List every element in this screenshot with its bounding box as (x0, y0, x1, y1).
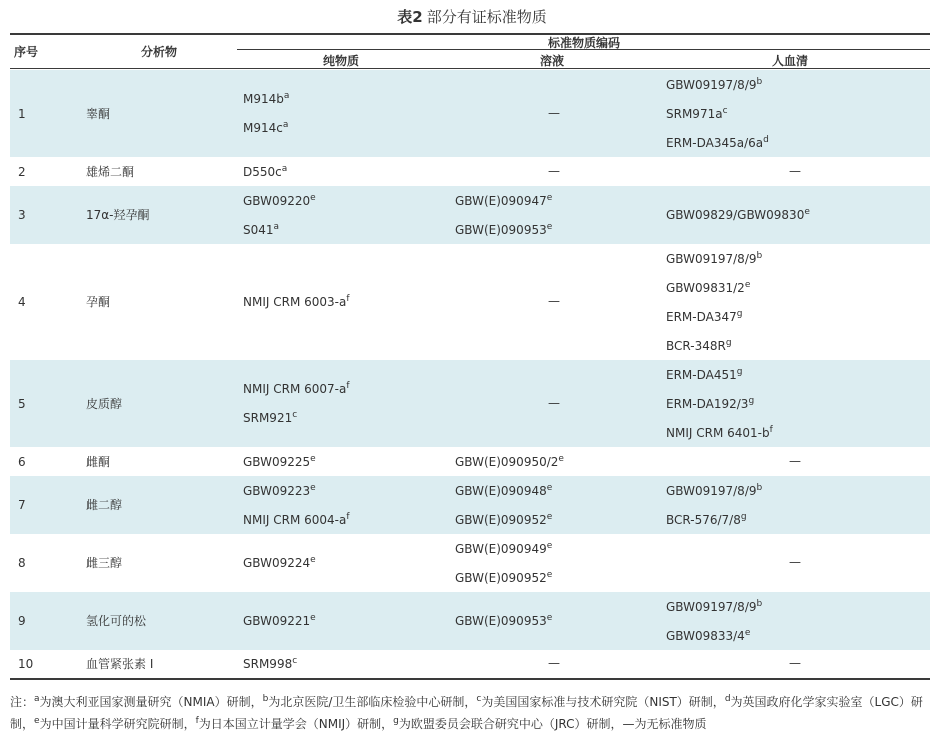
material-code (666, 107, 728, 121)
footnote-text: 为日本国立计量学会（NMIJ）研制， (198, 717, 394, 731)
material-code (243, 411, 297, 425)
code-text: GBW(E)090953 (455, 222, 547, 237)
footnote-text: 为欧盟委员会联合研究中心（JRC）研制，—为无标准物质 (398, 717, 707, 731)
code-text: GBW09221 (243, 614, 311, 628)
material-code (243, 223, 279, 237)
material-code (666, 78, 762, 92)
footnote: 注：$^a$为澳大利亚国家测量研究（NMIA）研制，$^b$为北京医院/卫生部临床检验中心研制，$^c$为美国国家标准与技术研究院（NIST）研制，$^d$为英国政府化学家实验室（LGC）研制，$^e$为中国计量科学研究院研制，$^f$为日本国立计量学会（NMIJ）研制，$^g$为欧盟委员会联合研究中心（JRC）研制，—为无标准物质 (10, 694, 923, 731)
material-code (666, 513, 747, 527)
empty-dash: — (548, 395, 560, 410)
footnote-mark: f (769, 424, 773, 435)
empty-dash: — (548, 105, 560, 120)
footnote-mark: a (283, 91, 290, 101)
code-text: GBW(E)090947 (455, 193, 547, 208)
empty-dash: — (548, 656, 560, 670)
code-text: ERM-DA347 (666, 309, 737, 324)
code-text: SRM921 (243, 411, 293, 425)
material-code (666, 397, 754, 411)
footnote-mark: e (310, 555, 316, 565)
code-text: GBW09197/8/9 (666, 599, 757, 614)
material-code (455, 455, 564, 469)
footnote-mark: c (476, 694, 482, 704)
code-text: GBW09224 (243, 556, 311, 570)
material-code (243, 382, 350, 396)
code-text: GBW(E)090952 (455, 570, 547, 585)
row-number: 9 (18, 614, 26, 628)
analyte-name: 雌酮 (86, 454, 111, 469)
footnote-mark: e (546, 511, 553, 522)
row-number: 1 (18, 106, 26, 121)
table-row-band (10, 360, 930, 447)
material-code (666, 281, 750, 295)
header-serum: 人血清 (772, 54, 809, 68)
footnote-mark: g (736, 366, 743, 377)
footnote-mark: g (740, 511, 747, 522)
material-code (243, 513, 350, 527)
material-code (666, 339, 732, 353)
header-pure: 纯物质 (323, 54, 360, 68)
material-code (666, 208, 810, 222)
footnote-text: 为英国政府化学家实验室（LGC）研制， (10, 695, 923, 731)
code-text: GBW09833/4 (666, 628, 745, 643)
footnote-mark: g (748, 395, 755, 406)
code-text: GBW09829/GBW09830 (666, 208, 805, 222)
row-number: 2 (18, 164, 26, 179)
row-number: 4 (18, 295, 26, 309)
row-number: 5 (18, 396, 26, 411)
footnote-mark: a (281, 163, 288, 174)
material-code (666, 600, 762, 614)
material-code (455, 223, 552, 237)
code-text: M914c (243, 121, 283, 135)
code-text: GBW(E)090949 (455, 541, 547, 556)
footnote-mark: e (310, 482, 316, 493)
table-title: 表2 部分有证标准物质 (397, 8, 547, 26)
code-text: ERM-DA345a/6a (666, 135, 764, 150)
analyte-name: 17α-羟孕酮 (86, 208, 150, 222)
footnote-mark: e (546, 482, 553, 493)
header-seq: 序号 (14, 45, 39, 59)
code-text: S041 (243, 222, 274, 237)
footnote-mark: e (744, 279, 751, 290)
empty-dash: — (789, 555, 801, 569)
footnote-text: 为美国国家标准与技术研究院（NIST）研制， (481, 695, 725, 709)
material-code (666, 310, 742, 324)
footnote-mark: e (546, 540, 553, 551)
analyte-name: 雄烯二酮 (86, 164, 135, 179)
footnote-mark: c (722, 105, 728, 116)
code-text: SRM998 (243, 657, 293, 671)
material-code (243, 455, 316, 469)
material-code (455, 542, 552, 556)
material-code (455, 194, 552, 208)
analyte-name: 雌二醇 (86, 498, 123, 512)
footnote-mark: a (34, 694, 40, 704)
footnote-mark: g (736, 308, 743, 319)
footnote-mark: f (346, 294, 350, 304)
footnote-mark: c (292, 410, 298, 420)
code-text: D550c (243, 164, 282, 179)
footnote-mark: f (346, 511, 350, 522)
empty-dash: — (789, 656, 801, 670)
empty-dash: — (789, 163, 801, 178)
analyte-name: 孕酮 (86, 295, 111, 309)
footnote-mark: c (292, 656, 298, 666)
row-number: 7 (18, 498, 26, 512)
analyte-name: 睾酮 (86, 106, 111, 121)
code-text: NMIJ CRM 6401-b (666, 425, 770, 440)
code-text: NMIJ CRM 6003-a (243, 295, 347, 309)
footnote-mark: e (546, 569, 553, 580)
analyte-name: 血管紧张素 I (86, 657, 154, 671)
footnote-mark: b (262, 694, 269, 704)
material-code (243, 484, 316, 498)
empty-dash: — (789, 453, 801, 468)
code-text: NMIJ CRM 6007-a (243, 382, 347, 396)
material-code (666, 136, 769, 150)
material-code (666, 484, 762, 498)
footnote-mark: b (756, 76, 763, 87)
code-text: GBW(E)090953 (455, 614, 547, 628)
footnote-text: 为北京医院/卫生部临床检验中心研制， (268, 695, 477, 709)
code-text: GBW09197/8/9 (666, 483, 757, 498)
code-text: GBW09197/8/9 (666, 77, 757, 92)
footnote-mark: e (34, 716, 40, 726)
footnote-mark: a (273, 221, 280, 232)
table-row-band (10, 70, 930, 157)
footnote-mark: b (756, 598, 763, 609)
header-group: 标准物质编码 (548, 36, 621, 50)
analyte-name: 氢化可的松 (86, 614, 147, 628)
footnote-mark: e (310, 613, 316, 623)
material-code (455, 614, 552, 628)
code-text: SRM971a (666, 106, 723, 121)
code-text: ERM-DA192/3 (666, 396, 749, 411)
material-code (243, 657, 297, 671)
footnote-mark: e (804, 207, 810, 217)
footnote-mark: f (195, 716, 199, 726)
material-code (666, 252, 762, 266)
top-rule (10, 33, 930, 35)
footnote-mark: e (744, 627, 751, 638)
empty-dash: — (548, 163, 560, 178)
footnote-mark: e (310, 453, 316, 464)
material-code (243, 295, 350, 309)
row-number: 8 (18, 556, 26, 570)
material-code (666, 426, 773, 440)
code-text: GBW(E)090952 (455, 512, 547, 527)
code-text: BCR-348R (666, 338, 726, 353)
code-text: GBW(E)090948 (455, 483, 547, 498)
code-text: M914b (243, 92, 284, 106)
analyte-name: 皮质醇 (86, 396, 123, 411)
footnote-mark: e (546, 221, 553, 232)
footnote-mark: e (310, 192, 316, 203)
code-text: NMIJ CRM 6004-a (243, 512, 347, 527)
code-text: BCR-576/7/8 (666, 512, 741, 527)
code-text: GBW09223 (243, 483, 311, 498)
material-code (455, 484, 552, 498)
row-number: 10 (18, 657, 34, 671)
footnote-mark: d (724, 694, 731, 704)
footnote-mark: a (282, 120, 289, 130)
material-code (243, 92, 289, 106)
footnote-text: 为中国计量科学研究院研制， (39, 717, 196, 731)
footnote-text: 为澳大利亚国家测量研究（NMIA）研制， (39, 695, 263, 709)
material-code (243, 194, 316, 208)
code-text: GBW09831/2 (666, 280, 745, 295)
material-code (666, 368, 742, 382)
code-text: GBW09220 (243, 193, 311, 208)
header-solution: 溶液 (540, 54, 565, 68)
material-code (243, 556, 316, 570)
material-code (455, 571, 552, 585)
code-text: GBW09225 (243, 454, 311, 469)
footnote-mark: e (546, 192, 553, 203)
material-code (666, 629, 750, 643)
footnote-mark: b (756, 250, 763, 261)
header-analyte: 分析物 (141, 45, 178, 59)
footnote-mark: e (546, 613, 553, 623)
analyte-name: 雌三醇 (86, 556, 123, 570)
footnote-mark: g (725, 337, 732, 348)
material-code (455, 513, 552, 527)
row-number: 3 (18, 208, 26, 222)
footnote-mark: g (393, 716, 399, 726)
empty-dash: — (548, 294, 560, 308)
footnote-mark: d (763, 134, 769, 145)
bottom-rule (10, 678, 930, 680)
footnote-mark: b (756, 482, 763, 493)
footnote-mark: e (558, 453, 564, 464)
code-text: GBW09197/8/9 (666, 251, 757, 266)
footnote-mark: f (346, 381, 350, 391)
material-code (243, 121, 288, 135)
material-code (243, 165, 287, 179)
code-text: GBW(E)090950/2 (455, 454, 559, 469)
material-code (243, 614, 316, 628)
row-number: 6 (18, 454, 26, 469)
code-text: ERM-DA451 (666, 367, 737, 382)
